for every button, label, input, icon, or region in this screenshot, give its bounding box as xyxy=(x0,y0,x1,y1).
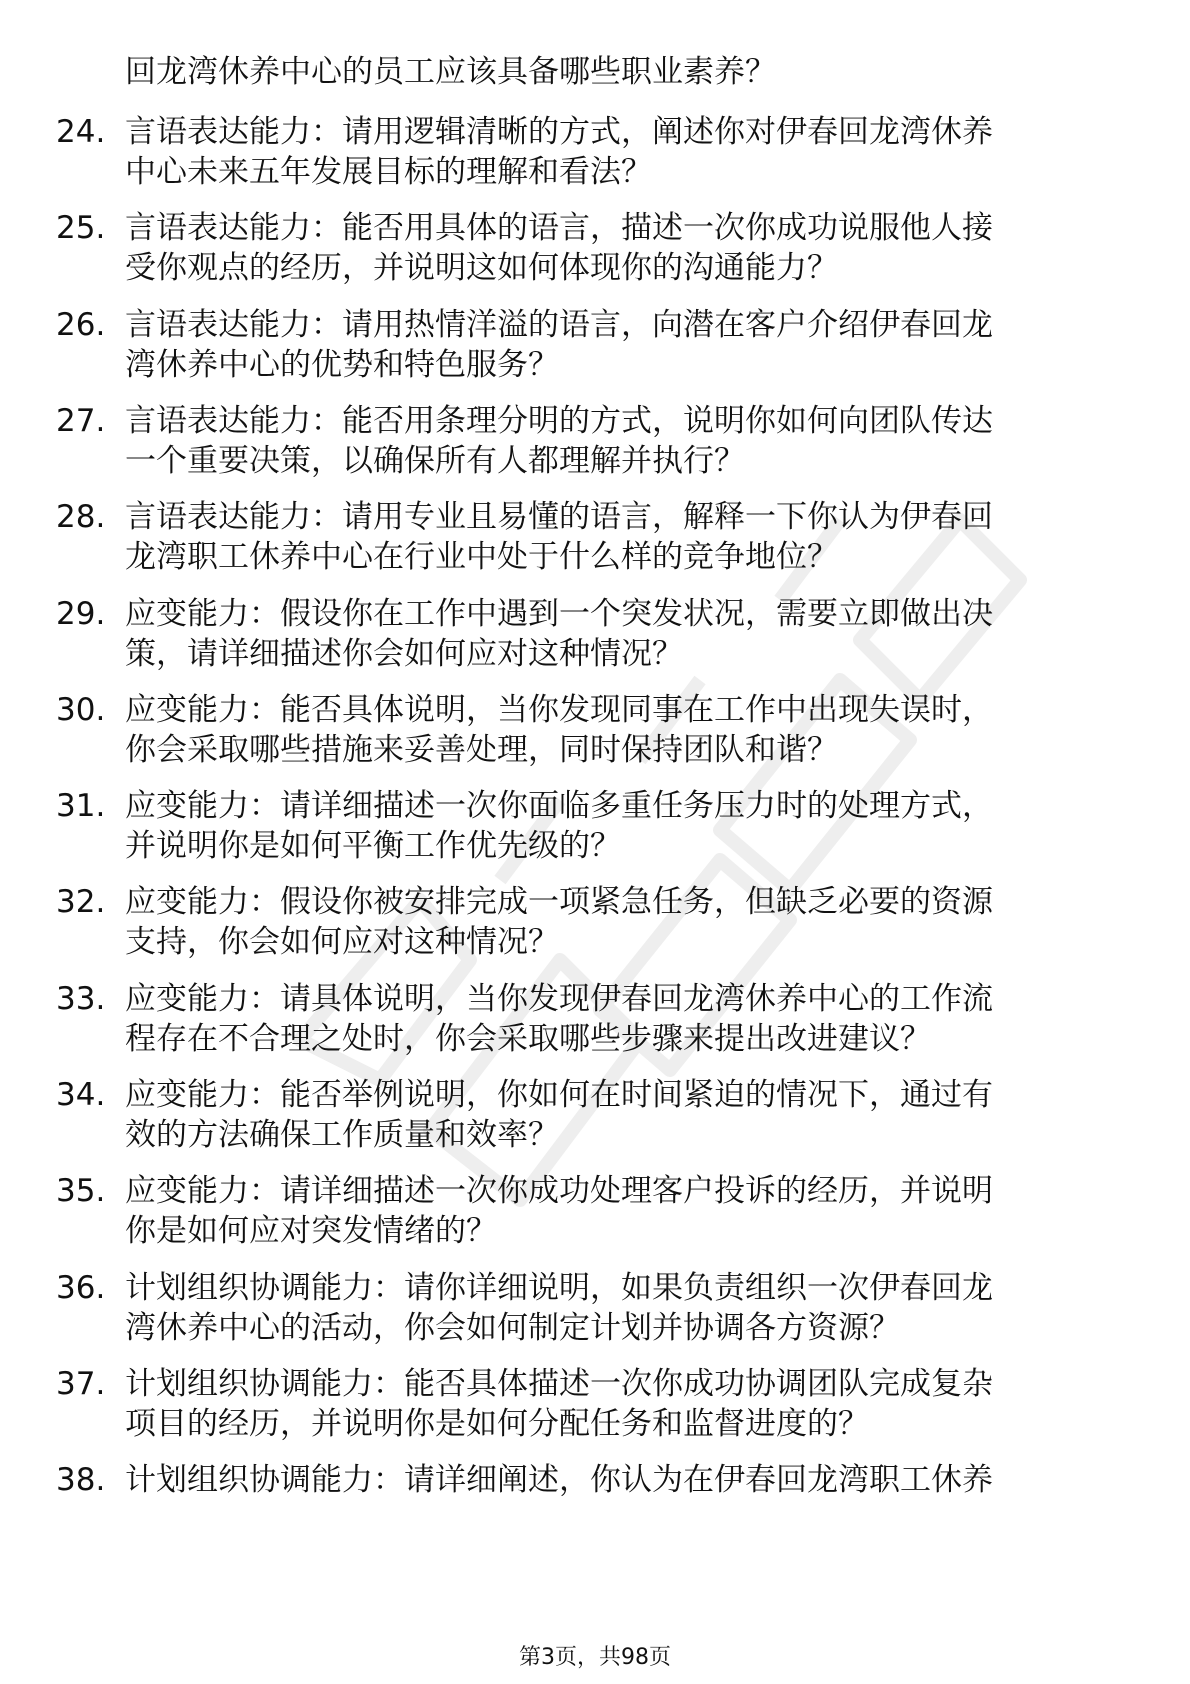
item-text-line-2: 程存在不合理之处时，你会采取哪些步骤来提出改进建议？ xyxy=(125,1021,931,1057)
item-text-line-2: 你会采取哪些措施来妥善处理，同时保持团队和谐？ xyxy=(125,732,838,768)
item-text-line-2: 龙湾职工休养中心在行业中处于什么样的竞争地位？ xyxy=(125,539,838,575)
item-text-line-1: 应变能力：请详细描述一次你成功处理客户投诉的经历，并说明 xyxy=(125,1173,993,1209)
item-text-line-2: 项目的经历，并说明你是如何分配任务和监督进度的？ xyxy=(125,1406,869,1442)
item-text-line-2: 并说明你是如何平衡工作优先级的？ xyxy=(125,828,621,864)
item-text-line-1: 言语表达能力：请用逻辑清晰的方式，阐述你对伊春回龙湾休养 xyxy=(125,114,993,150)
item-number: 30. xyxy=(56,692,106,728)
item-number: 37. xyxy=(56,1366,106,1402)
item-number: 36. xyxy=(56,1270,106,1306)
item-number: 28. xyxy=(56,499,106,535)
item-text-line-1: 应变能力：假设你被安排完成一项紧急任务，但缺乏必要的资源 xyxy=(125,884,993,920)
item-text-line-2: 一个重要决策，以确保所有人都理解并执行？ xyxy=(125,443,745,479)
item-number: 29. xyxy=(56,596,106,632)
item-number: 26. xyxy=(56,307,106,343)
item-number: 31. xyxy=(56,788,106,824)
item-number: 24. xyxy=(56,114,106,150)
item-text-line-2: 效的方法确保工作质量和效率？ xyxy=(125,1117,559,1153)
lead-line: 回龙湾休养中心的员工应该具备哪些职业素养？ xyxy=(125,54,776,90)
item-text-line-1: 应变能力：能否具体说明，当你发现同事在工作中出现失误时， xyxy=(125,692,993,728)
item-text-line-1: 计划组织协调能力：请你详细说明，如果负责组织一次伊春回龙 xyxy=(125,1270,993,1306)
item-text-line-2: 中心未来五年发展目标的理解和看法？ xyxy=(125,154,652,190)
item-text-line-2: 湾休养中心的活动，你会如何制定计划并协调各方资源？ xyxy=(125,1310,900,1346)
item-number: 38. xyxy=(56,1462,106,1498)
item-number: 25. xyxy=(56,210,106,246)
item-number: 34. xyxy=(56,1077,106,1113)
item-text-line-2: 你是如何应对突发情绪的？ xyxy=(125,1213,497,1249)
item-number: 32. xyxy=(56,884,106,920)
item-text-line-1: 言语表达能力：请用专业且易懂的语言，解释一下你认为伊春回 xyxy=(125,499,993,535)
item-text-line-2: 策，请详细描述你会如何应对这种情况？ xyxy=(125,636,683,672)
page-footer: 第3页，共98页 xyxy=(519,1645,671,1670)
item-number: 35. xyxy=(56,1173,106,1209)
item-text-line-1: 应变能力：假设你在工作中遇到一个突发状况，需要立即做出决 xyxy=(125,596,993,632)
item-text-line-1: 言语表达能力：能否用具体的语言，描述一次你成功说服他人接 xyxy=(125,210,993,246)
item-text-line-1: 计划组织协调能力：能否具体描述一次你成功协调团队完成复杂 xyxy=(125,1366,993,1402)
item-text-line-1: 应变能力：请具体说明，当你发现伊春回龙湾休养中心的工作流 xyxy=(125,981,993,1017)
item-text-line-1: 言语表达能力：请用热情洋溢的语言，向潜在客户介绍伊春回龙 xyxy=(125,307,993,343)
item-number: 27. xyxy=(56,403,106,439)
item-text-line-1: 应变能力：请详细描述一次你面临多重任务压力时的处理方式， xyxy=(125,788,993,824)
item-text-line-2: 湾休养中心的优势和特色服务？ xyxy=(125,347,559,383)
item-text-line-1: 计划组织协调能力：请详细阐述，你认为在伊春回龙湾职工休养 xyxy=(125,1462,993,1498)
item-number: 33. xyxy=(56,981,106,1017)
item-text-line-1: 应变能力：能否举例说明，你如何在时间紧迫的情况下，通过有 xyxy=(125,1077,993,1113)
item-text-line-2: 支持，你会如何应对这种情况？ xyxy=(125,924,559,960)
item-text-line-1: 言语表达能力：能否用条理分明的方式，说明你如何向团队传达 xyxy=(125,403,993,439)
item-text-line-2: 受你观点的经历，并说明这如何体现你的沟通能力？ xyxy=(125,250,838,286)
